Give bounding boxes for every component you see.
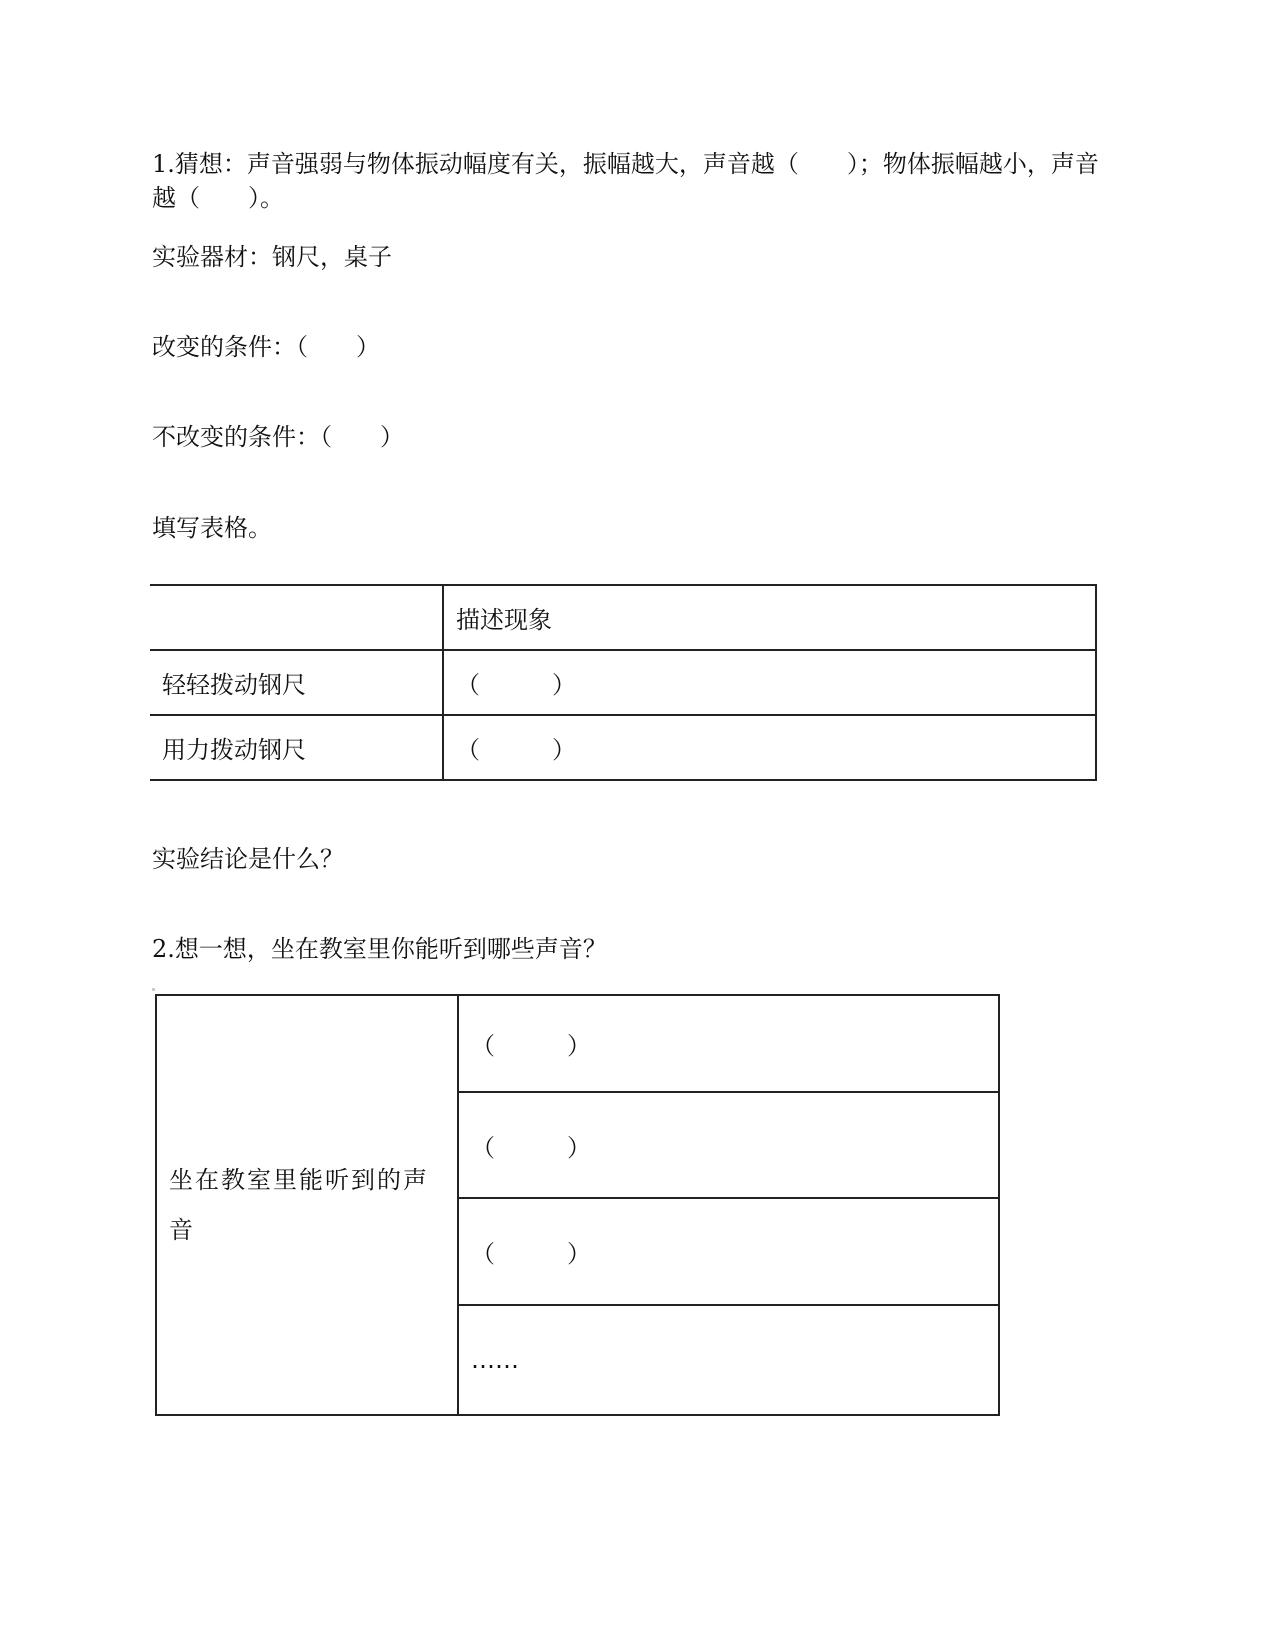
- table-header-description: 描述现象: [443, 585, 1096, 650]
- ellipsis-more: ……: [458, 1305, 999, 1415]
- row-label-gentle-pluck: 轻轻拨动钢尺: [150, 650, 443, 715]
- table-row: [150, 650, 1096, 715]
- answer-blank[interactable]: （ ）: [443, 650, 1096, 715]
- table-row: [150, 715, 1096, 780]
- row-label-forceful-pluck: 用力拨动钢尺: [150, 715, 443, 780]
- question-2-prompt: 2.想一想，坐在教室里你能听到哪些声音？: [152, 935, 607, 963]
- anchor-marker: [152, 988, 155, 991]
- table-header-empty: [150, 585, 443, 650]
- answer-blank[interactable]: （ ）: [443, 715, 1096, 780]
- answer-blank[interactable]: （ ）: [458, 1092, 999, 1198]
- table-row: [156, 995, 999, 1092]
- experiment-materials: 实验器材：钢尺，桌子: [152, 243, 392, 271]
- question-1-guess: 1.猜想：声音强弱与物体振动幅度有关，振幅越大，声音越（ ）；物体振幅越小，声音越（ ）。: [152, 150, 1099, 212]
- classroom-sounds-table: [155, 994, 1000, 1416]
- conclusion-question: 实验结论是什么？: [152, 845, 344, 873]
- answer-blank[interactable]: （ ）: [458, 1198, 999, 1305]
- answer-blank[interactable]: （ ）: [458, 995, 999, 1092]
- classroom-sounds-label: 坐在教室里能听到的声音: [156, 995, 458, 1415]
- fill-table-instruction: 填写表格。: [152, 514, 272, 542]
- unchanged-condition: 不改变的条件：（ ）: [152, 423, 404, 451]
- observation-table: [150, 584, 1097, 781]
- changed-condition: 改变的条件：（ ）: [152, 333, 380, 361]
- table-header-row: [150, 585, 1096, 650]
